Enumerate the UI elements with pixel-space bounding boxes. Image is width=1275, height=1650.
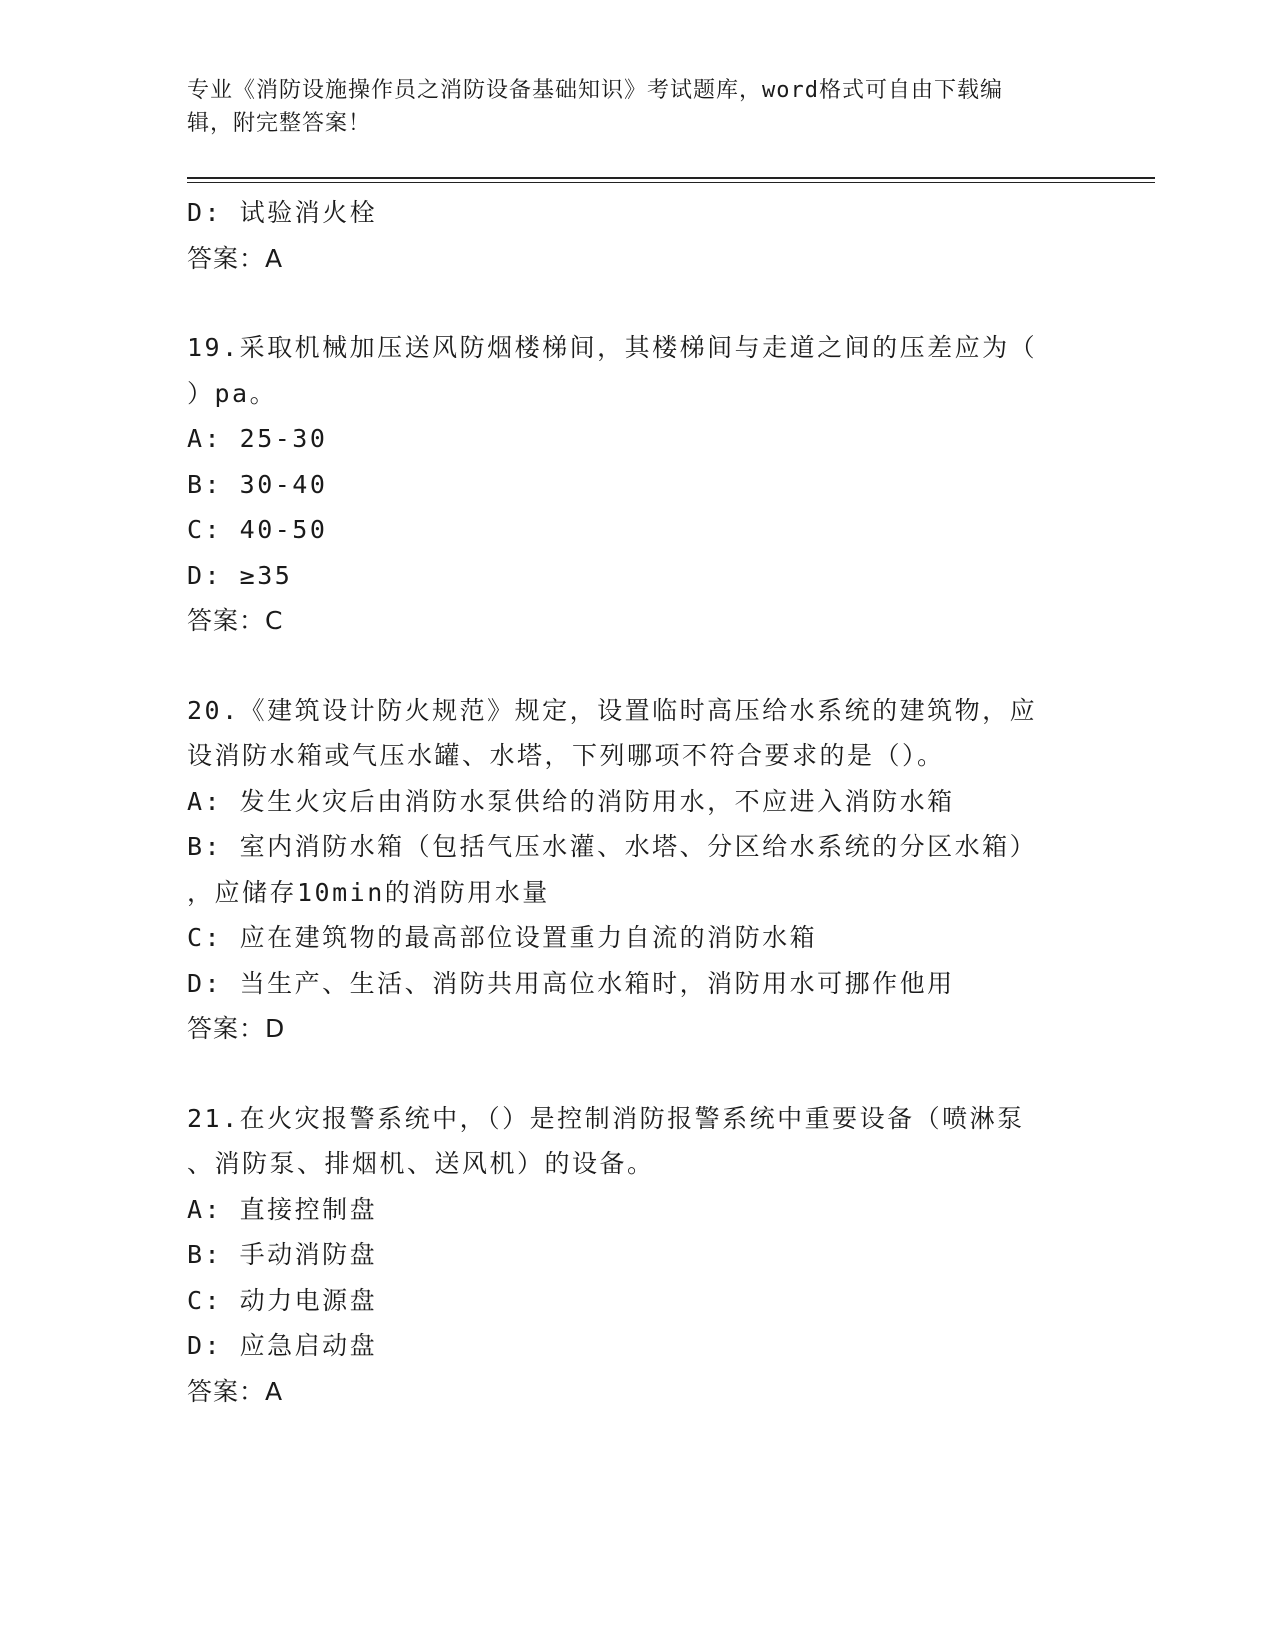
option-a: A: 25-30	[187, 424, 328, 453]
question-19	[187, 325, 1087, 644]
question-stem: ）pa。	[187, 378, 278, 408]
option-a: A: 直接控制盘	[187, 1194, 378, 1224]
header-divider	[187, 177, 1155, 183]
answer: 答案：C	[187, 606, 284, 635]
question-stem: 、消防泵、排烟机、送风机）的设备。	[187, 1149, 655, 1178]
spacer	[187, 1052, 1087, 1096]
header-line: 专业《消防设施操作员之消防设备基础知识》考试题库，word格式可自由下载编	[187, 78, 1003, 103]
option-a: A: 发生火灾后由消防水泵供给的消防用水，不应进入消防水箱	[187, 786, 955, 816]
question-20	[187, 688, 1087, 1052]
option-c: C: 动力电源盘	[187, 1285, 378, 1315]
question-stem: 21.在火灾报警系统中，（）是控制消防报警系统中重要设备（喷淋泵	[187, 1103, 1025, 1133]
option-d: D: 试验消火栓	[187, 198, 378, 227]
spacer	[187, 644, 1087, 688]
option-d: D: 当生产、生活、消防共用高位水箱时，消防用水可挪作他用	[187, 968, 955, 998]
spacer	[187, 281, 1087, 325]
option-c: C: 应在建筑物的最高部位设置重力自流的消防水箱	[187, 923, 818, 952]
question-21	[187, 1096, 1087, 1415]
option-d: D: 应急启动盘	[187, 1331, 378, 1360]
option-b: B: 手动消防盘	[187, 1240, 378, 1269]
question-stem: 设消防水箱或气压水罐、水塔，下列哪项不符合要求的是（）。	[187, 741, 945, 770]
header-line: 辑，附完整答案！	[187, 111, 372, 136]
answer: 答案：D	[187, 1014, 286, 1043]
option-d: D: ≥35	[187, 560, 293, 590]
option-b: B: 30-40	[187, 469, 328, 499]
question-content	[187, 190, 1087, 1414]
page-header	[187, 74, 1067, 140]
question-stem: 19.采取机械加压送风防烟楼梯间，其楼梯间与走道之间的压差应为（	[187, 333, 1038, 362]
option-c: C: 40-50	[187, 515, 328, 544]
answer: 答案：A	[187, 243, 284, 273]
answer: 答案：A	[187, 1376, 284, 1406]
option-b: B: 室内消防水箱（包括气压水灌、水塔、分区给水系统的分区水箱）	[187, 832, 1038, 861]
option-b-continued: ，应储存10min的消防用水量	[187, 877, 550, 907]
question-stem: 20.《建筑设计防火规范》规定，设置临时高压给水系统的建筑物，应	[187, 695, 1038, 725]
